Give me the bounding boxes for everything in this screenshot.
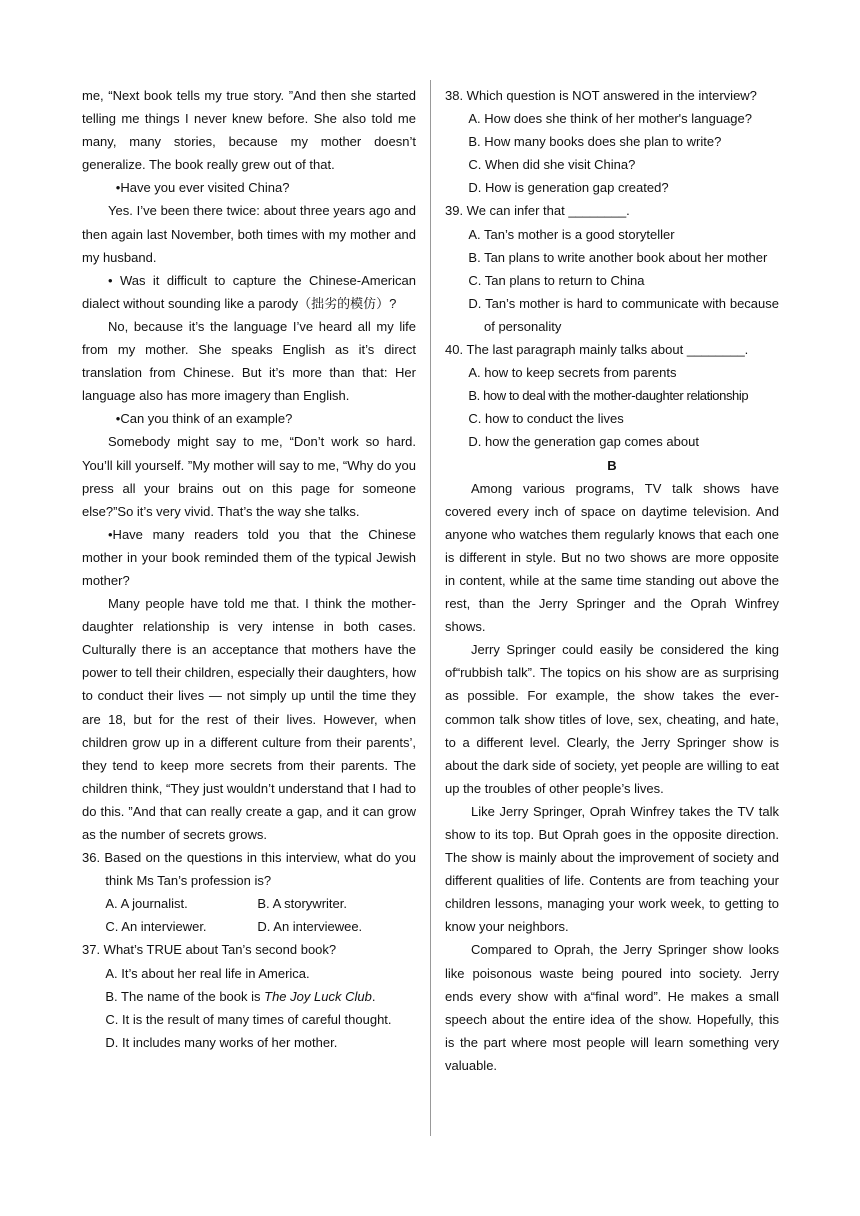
option-d: D. How is generation gap created? <box>468 180 669 196</box>
option-a: A. how to keep secrets from parents <box>468 365 677 381</box>
interview-question: •Can you think of an example? <box>115 411 293 427</box>
option-row <box>82 915 416 938</box>
interview-question: •Have you ever visited China? <box>115 180 290 196</box>
question-stem: 40. The last paragraph mainly talks about ________. <box>445 342 749 358</box>
question-stem: 36. Based on the questions in this interview, what do you think Ms Tan’s profession is? <box>82 850 416 889</box>
section-heading: B <box>607 457 617 473</box>
option-c: C. When did she visit China? <box>468 157 636 173</box>
column-divider <box>430 80 431 1136</box>
option-b <box>82 985 416 1008</box>
passage-paragraph: Among various programs, TV talk shows have covered every inch of space on daytime television. And anyone who watches them regularly knows that each one is different in style. But no two shows are more opposite in content, while at the same time standing out above the rest, than the Jerry Springer and the Oprah Winfrey shows. <box>445 480 779 635</box>
right-column <box>445 84 779 1077</box>
question-40 <box>445 338 779 453</box>
interview-question: •Have many readers told you that the Chinese mother in your book reminded them of the typical Jewish mother? <box>82 526 416 588</box>
interview-paragraph: Somebody might say to me, “Don’t work so hard. You’ll kill yourself. ”My mother will say to me, “Why do you press all your brains out on this page for someone else?”So it’s very vivid. That’s the way she talks. <box>82 434 416 519</box>
question-36 <box>82 846 416 938</box>
option-b-suffix: . <box>371 988 376 1004</box>
option-b: B. A storywriter. <box>257 896 347 912</box>
interview-paragraph: No, because it’s the language I’ve heard all my life from my mother. She speaks English as it’s direct translation from Chinese. But it’s more than that: Her language also has more imagery than English. <box>82 318 416 404</box>
option-c: C. An interviewer. <box>105 919 207 935</box>
option-a: A. How does she think of her mother's language? <box>468 111 752 127</box>
interview-paragraph: me, “Next book tells my true story. ”And then she started telling me things I never knew before. She also told me many, many stories, because my mother doesn’t generalize. The book really grew out of that. <box>82 88 416 173</box>
option-b: B. How many books does she plan to write? <box>468 134 722 150</box>
left-column <box>82 84 416 1054</box>
passage-paragraph: Compared to Oprah, the Jerry Springer show looks like poisonous waste being poured into society. Jerry ends every show with a“final word”. He makes a small speech about the entire idea of the show. Hopefully, this is the part where most people will learn something very valuable. <box>445 942 779 1073</box>
question-38 <box>445 84 779 199</box>
question-stem: 38. Which question is NOT answered in the interview? <box>445 88 757 103</box>
option-c: C. It is the result of many times of careful thought. <box>105 1011 392 1027</box>
book-title: The Joy Luck Club <box>264 988 372 1004</box>
option-row <box>82 892 416 915</box>
option-d: D. how the generation gap comes about <box>468 434 699 450</box>
option-d: D. An interviewee. <box>257 919 363 935</box>
question-37 <box>82 938 416 1053</box>
interview-paragraph: Yes. I’ve been there twice: about three years ago and then again last November, both times with my mother and my husband. <box>82 203 416 265</box>
interview-paragraph: Many people have told me that. I think the mother-daughter relationship is very intense in both cases. Culturally there is an acceptance that mothers have the power to tell their children, especially their daughters, how to conduct their lives — not simply up until the time they are 18, but for the rest of their lives. However, when children grow up in a different culture from their parents’, they tend to keep more secrets from their parents. The children think, “They just wouldn’t understand that I had to do this. ”And that can really create a gap, and it can grow as the number of secrets grows. <box>82 596 416 842</box>
option-c: C. how to conduct the lives <box>468 411 624 427</box>
passage-paragraph: Like Jerry Springer, Oprah Winfrey takes the TV talk show to its top. But Oprah goes in the opposite direction. The show is mainly about the improvement of society and different qualities of life. Contents are from teaching your children lessons, managing your work week, to getting to know your neighbors. <box>445 803 779 935</box>
question-39 <box>445 199 779 338</box>
option-a: A. A journalist. <box>105 896 188 912</box>
option-d: D. Tan’s mother is hard to communicate with because of personality <box>468 295 779 334</box>
option-b: B. Tan plans to write another book about her mother <box>468 249 768 265</box>
option-b-prefix: B. The name of the book is <box>105 988 265 1004</box>
passage-paragraph: Jerry Springer could easily be considered the king of“rubbish talk”. The topics on his show are as surprising as possible. For example, the show takes the ever-common talk show titles of love, sex, cheating, and hate, to a different level. Clearly, the Jerry Springer show is about the dark side of society, yet people are willing to eat up the troubles of other people’s lives. <box>445 642 779 796</box>
option-a: A. It’s about her real life in America. <box>105 965 310 981</box>
option-b: B. how to deal with the mother-daughter relationship <box>468 388 749 404</box>
option-d: D. It includes many works of her mother. <box>105 1034 338 1050</box>
option-c: C. Tan plans to return to China <box>468 272 645 288</box>
interview-question: • Was it difficult to capture the Chinese-American dialect without sounding like a parody（拙劣的模仿）? <box>82 272 416 311</box>
option-a: A. Tan’s mother is a good storyteller <box>468 226 675 242</box>
question-stem: 37. What’s TRUE about Tan’s second book? <box>82 942 337 958</box>
question-stem: 39. We can infer that ________. <box>445 203 630 219</box>
